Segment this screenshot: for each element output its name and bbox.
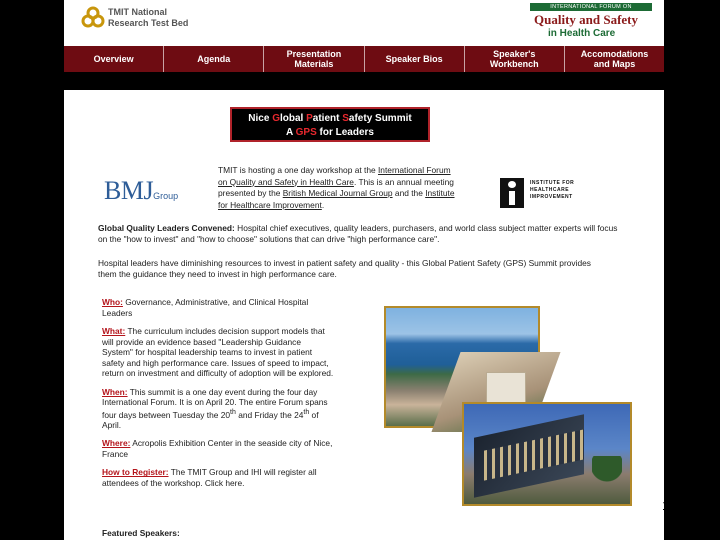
register-item[interactable] [102,467,334,488]
t: S [342,113,349,124]
forum-logo-subtitle: in Health Care [548,28,616,39]
t: . [321,199,325,210]
bmj-logo-sub: Group [153,191,179,201]
t: for Leaders [316,127,374,138]
nav-subbar [64,72,664,90]
t: Nice [248,113,273,124]
t: and Friday the 24 [235,409,304,420]
summit-title-line2 [232,126,428,140]
forum-logo[interactable] [530,3,652,41]
ihi-l3: IMPROVEMENT [530,194,573,200]
ihi-mark-icon [500,178,524,208]
t: The curriculum includes decision support models that will provide an evidence based "Leadership Guidance System" for hospital leadership teams to invest in patient safety and high performance care. Issues of speed to impact, return on investment and difficulty of adoption will be explored. [102,326,334,378]
bmj-logo-main: BMJ [104,176,154,205]
t: Hospital chief executives, quality leaders, purchasers, and world class subject matter experts will focus on the "how to invest" and "how to choose" solutions that can drive "high performance care". [98,223,618,244]
summit-title-line1 [232,112,428,126]
nav-label: Agenda [197,54,231,64]
intro-text [218,165,460,211]
bmj-link[interactable]: British Medical Journal Group [282,188,393,198]
tmit-knot-icon [82,6,104,28]
forum-logo-top: INTERNATIONAL FORUM ON [530,3,652,11]
main-nav [64,46,664,72]
nav-overview[interactable] [64,46,163,72]
t: Acropolis Exhibition Center in the seaside city of Nice, France [102,438,333,459]
t: How to Register: [102,467,169,478]
bmj-group-logo[interactable] [104,176,178,206]
t: and the [392,188,426,198]
nav-speaker-bios[interactable] [364,46,464,72]
tmit-logo-text [108,7,188,29]
t: th [303,408,310,416]
nav-label-line2: Materials [294,59,334,69]
what-item [102,326,334,379]
ihi-link[interactable]: Institute for Healthcare Improvement [218,188,455,210]
ihi-logo[interactable] [500,178,592,210]
t: This summit is a one day event during the four day International Forum. It is on April 20. The entire Forum spans four days between Tuesday the 20 [102,386,328,420]
acropolis-center-photo [462,402,632,506]
t: TMIT is hosting a one day workshop at the [218,165,378,175]
ihi-logo-text [530,180,574,201]
who-item [102,297,334,318]
forum-link[interactable]: International Forum on Quality and Safety in Health Care [218,165,451,187]
nav-label: Speaker Bios [385,54,443,64]
nav-agenda[interactable] [163,46,263,72]
nav-label-line2: Workbench [489,59,539,69]
nav-label: Speaker's [493,49,536,59]
ihi-l2: HEALTHCARE [530,187,570,193]
hospital-leaders-paragraph: Hospital leaders have diminishing resources to invest in patient safety and quality - this Global Patient Safety (GPS) Summit provides them the guidance they need to invest in high performance care. [98,258,591,279]
where-item [102,438,334,459]
tmit-logo-line2: Research Test Bed [108,18,189,28]
nav-label: Overview [93,54,134,64]
event-details [102,297,334,496]
global-leaders-paragraph [98,223,626,244]
summit-title-box [230,107,430,142]
t: When: [102,386,128,397]
slide-number: 15 [662,498,677,513]
forum-logo-title: Quality and Safety [534,12,639,27]
t: What: [102,326,126,336]
nav-label: Accomodations [580,49,649,59]
when-item [102,387,334,431]
tmit-logo-line1: TMIT National [108,7,167,17]
t: th [230,408,236,416]
t: G [272,113,280,124]
t: lobal [279,113,307,124]
t: P [306,113,313,124]
t: Where: [102,438,131,449]
t: Global Quality Leaders Convened: [98,223,235,233]
t: The TMIT Group and IHI will register all attendees of the workshop. Click here. [102,467,317,488]
t: afety Summit [348,113,412,124]
t: GPS [295,127,317,138]
t: . This is an annual meeting presented by the [218,176,454,198]
t: A [285,127,296,138]
photo-palm [592,456,622,502]
t: of April. [102,409,319,430]
t: Who: [102,297,123,307]
nav-label-line2: and Maps [593,59,636,69]
t: atient [312,113,343,124]
nav-accomodations[interactable] [564,46,664,72]
nav-label: Presentation [286,49,342,59]
tmit-logo[interactable] [82,6,222,32]
nav-presentation-materials[interactable] [263,46,363,72]
nav-speakers-workbench[interactable] [464,46,564,72]
t: Governance, Administrative, and Clinical Hospital Leaders [102,297,309,318]
ihi-l1: INSTITUTE FOR [530,180,575,186]
featured-speakers-heading: Featured Speakers: [102,528,180,538]
web-page [64,0,677,540]
